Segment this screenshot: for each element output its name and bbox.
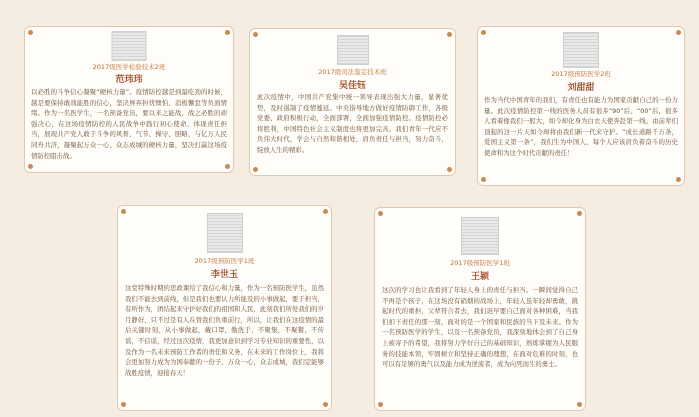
- card-wu-jiayu: [249, 28, 456, 176]
- corner-dot: [481, 30, 486, 35]
- corner-dot: [323, 209, 328, 214]
- student-name: 吴佳钰: [338, 81, 366, 91]
- card-fan-weiwei: [24, 26, 234, 173]
- reflection-text: 这次的学习也让我看到了年轻人身上的责任与担当。一瞬间觉得自己不再是个孩子，在这场没有硝烟的战场上，年轻人虽年轻却勇敢，挑起时代的重担，父辈符合者去，我们迟早要自己面对各种困难，当我们扣下责任的那一刻，面对的是一个国家和民族的当下及未来。作为一名预防医学的学生，以及一名预备党员，我深刻地体会到了自己身上被寄予的希望，我将努力学好自己的基础知识，熟练掌握为人民服务的技能本领，牢固树立和坚持正确的理想，在面对危难的时刻，也可以有足够的勇气以及能力成为逆流者，成为向死而生的勇士。: [382, 286, 578, 369]
- student-photo: [112, 31, 147, 61]
- class-label: 2017级预防医学2班: [551, 70, 611, 78]
- card-li-shiyu: [117, 205, 332, 411]
- corner-dot: [225, 30, 230, 35]
- card-wang-ying: [374, 207, 586, 411]
- class-label: 2017级预防医学1班: [194, 257, 255, 265]
- student-name: 范玮玮: [115, 75, 143, 85]
- corner-dot: [447, 32, 452, 37]
- class-label: 2017级医学检验技术2班: [92, 63, 166, 71]
- reflection-text: 作为当代中国青年的我们，有责任也有能力为国家贡献自己的一份力量。此次疫情防控第一线的医务人员有很多“90”后、“00”后，很多人看着像我们一般大，如今却化身为白衣天使奔赴第一线。由前辈们顶起的这一片天如今却将由我们新一代来守护。“成长道路千万条，爱国主义第一条”，我们生为中国人，每个人应该肩负着奋斗的历史使命和为这个时代贡献的责任！: [484, 96, 678, 157]
- corner-dot: [253, 32, 258, 37]
- corner-dot: [577, 211, 582, 216]
- class-label: 2017级司法鉴定技术班: [318, 68, 387, 76]
- student-name: 刘甜甜: [567, 83, 595, 93]
- student-photo: [207, 213, 243, 253]
- class-label: 2017级预防医学1班: [450, 259, 510, 267]
- reflection-text: 以必胜的斗争信心凝聚“硬核力量”。疫情防控越是到最吃劲的时候，越是要保持敢战能胜的信心，坚决屏弃担忧懊怕、消极懈怠等负面情绪。作为一名医学生，一名预备党员，要以来之能战、战之必胜的顽强决心，在这场疫情防控的人民战争中践行初心使命、体现责任担当，展现共产党人敢于斗争的风骨、气节、操守、胆略，与亿万人民同舟共济，凝聚起万众一心、众志成城的硬核力量，坚决打赢这场疫情防控阻击战。: [31, 88, 227, 160]
- corner-dot: [28, 30, 33, 35]
- student-name: 李世玉: [210, 270, 238, 280]
- corner-dot: [676, 30, 681, 35]
- student-photo: [461, 217, 499, 255]
- student-name: 王颖: [470, 272, 489, 282]
- card-liu-tiantian: [477, 26, 685, 186]
- corner-dot: [121, 209, 126, 214]
- reflection-text: 这堂特殊时期的思政课给了我信心和力量，作为一名预防医学生，虽然我们不能去到前线，但是我们也要认力所能及的小事做起，要于担当，有所作为，团结起来守护好我们的祖国和人民，此刻我们所处我们的岁月静好，只不过是有人在替我们负重前行，所以，让我们在这疫情的最后关键时刻，从小事做起，戴口罩，勤洗手，不聚集，不聚餐，不传谣，不信谣，经过这次疫情，我更加意识到学习专业知识的重要性，以及作为一名未来预防工作者的责任和义务，在未来的工作岗位上，我将会更加努力成为为国奉献的一份子，万众一心，众志成城，我们定能够战胜疫情，迎接春天！: [125, 284, 324, 377]
- corner-dot: [378, 211, 383, 216]
- reflection-text: 此次疫情中，中国共产党集中统一领导表现出强大力量，显著优势，及时遏制了疫情蔓延。中央指导地方做好疫情防御工作，各级党委、政府积极行动，全面部署，全面加强疫情防控。疫情防控必将胜利，中国特色社会主义制度也将更加完善。我们青年一代应不负伟大时代，学会与自然和谐相处，肩负责任与担当，努力奋斗，绽放人生的精彩。: [257, 93, 448, 154]
- student-photo: [337, 35, 369, 65]
- student-photo: [563, 32, 599, 68]
